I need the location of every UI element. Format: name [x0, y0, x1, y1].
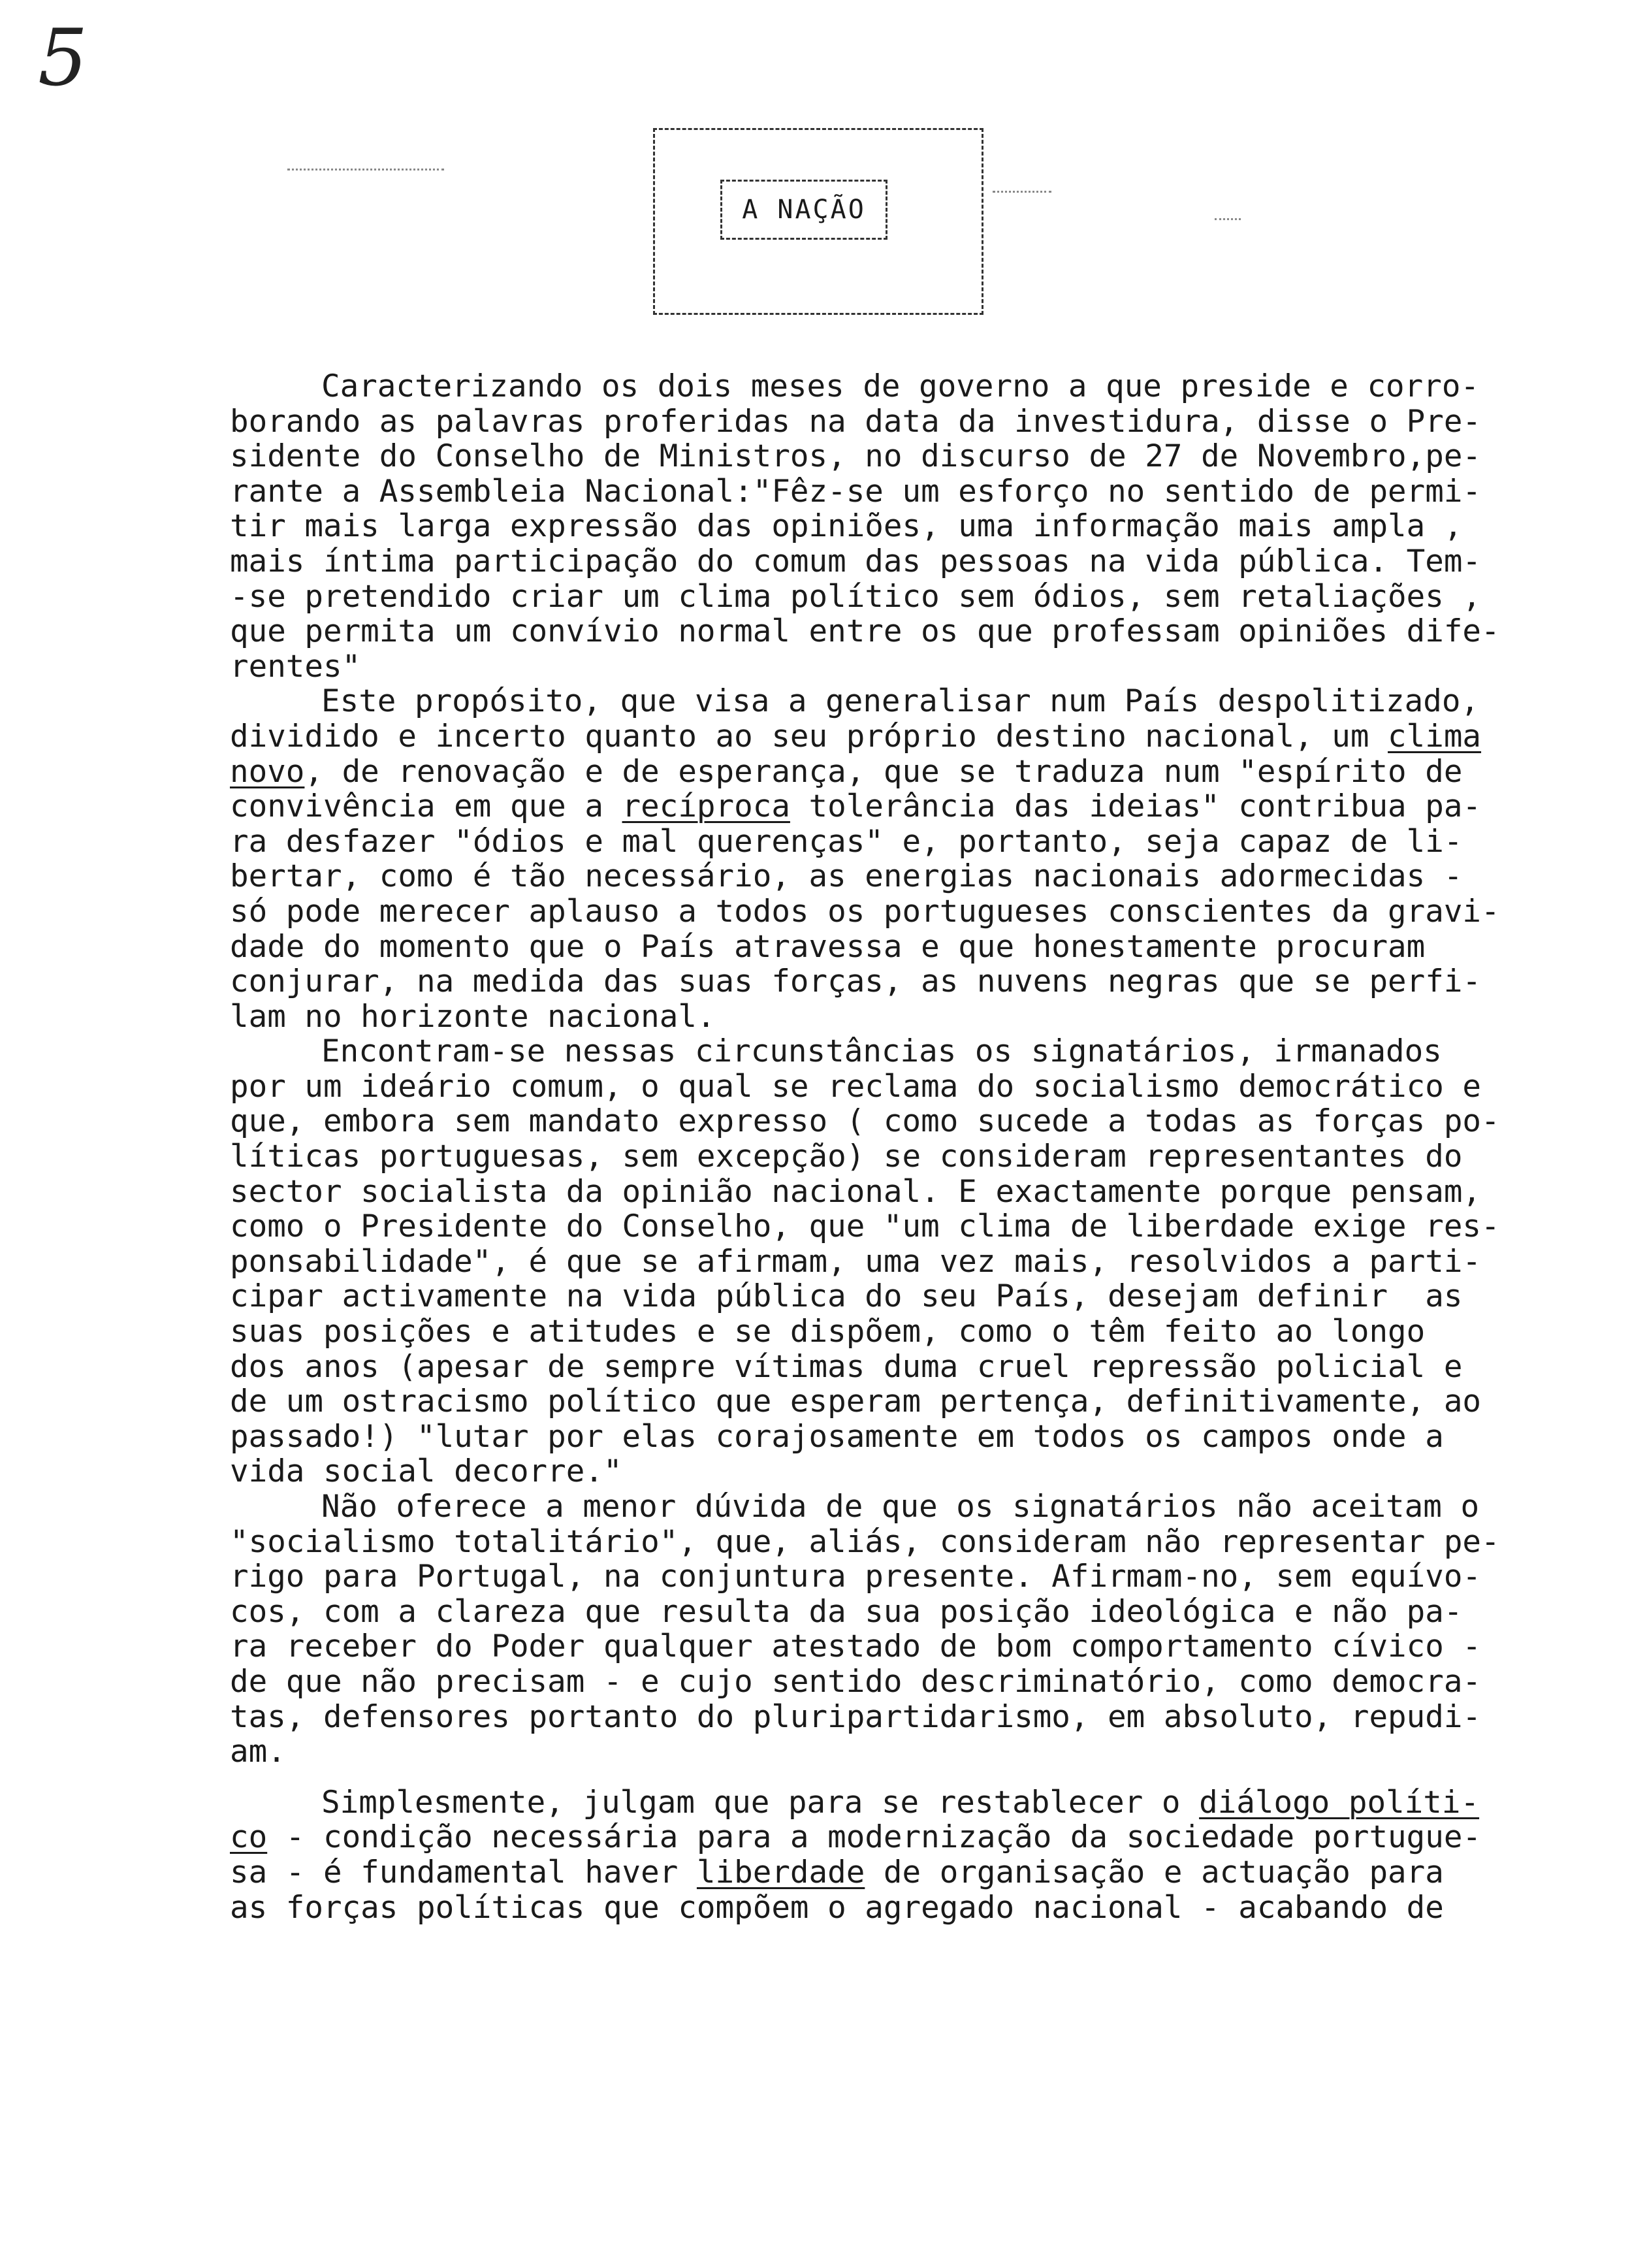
text-run: am. — [230, 1734, 286, 1770]
text-line — [230, 1700, 1523, 1735]
stray-mark — [993, 191, 1051, 195]
text-run: Caracterizando os dois meses de governo a que preside e corro- — [321, 368, 1480, 404]
text-line — [230, 999, 1523, 1035]
text-line — [230, 369, 1523, 404]
text-run: tas, defensores portanto do pluripartidarismo, em absoluto, repudi- — [230, 1698, 1482, 1735]
text-line — [230, 719, 1523, 754]
text-run: dos anos (apesar de sempre vítimas duma cruel repressão policial e — [230, 1348, 1463, 1385]
document-title: A NAÇÃO — [742, 195, 866, 225]
text-run: só pode merecer aplauso a todos os portugueses conscientes da gravi- — [230, 893, 1500, 930]
text-line — [230, 649, 1523, 685]
text-run: Este propósito, que visa a generalisar num País despolitizado, — [321, 683, 1480, 720]
text-run: convivência em que a — [230, 788, 622, 825]
text-run: bertar, como é tão necessário, as energias nacionais adormecidas - — [230, 858, 1463, 895]
stray-mark — [1215, 218, 1241, 222]
text-line — [230, 614, 1523, 649]
paragraph — [230, 684, 1523, 1034]
underlined-term: recíproca — [622, 788, 790, 825]
text-run: tir mais larga expressão das opiniões, uma informação mais ampla , — [230, 508, 1463, 545]
text-run: rante a Assembleia Nacional:"Fêz-se um esforço no sentido de permi- — [230, 473, 1482, 510]
text-run: rigo para Portugal, na conjuntura presente. Afirmam-no, sem equívo- — [230, 1559, 1482, 1595]
paragraph — [230, 1489, 1523, 1770]
text-line — [230, 964, 1523, 999]
text-line — [230, 1174, 1523, 1210]
text-run: Simplesmente, julgam que para se restablecer o — [321, 1784, 1200, 1821]
text-run: passado!) "lutar por elas corajosamente em todos os campos onde a — [230, 1418, 1444, 1455]
text-line — [230, 894, 1523, 930]
text-run: borando as palavras proferidas na data da investidura, disse o Pre- — [230, 403, 1482, 440]
text-run: de organisação e actuação para — [865, 1854, 1444, 1890]
text-line — [230, 1419, 1523, 1455]
text-run: Encontram-se nessas circunstâncias os signatários, irmanados — [321, 1033, 1442, 1070]
text-line — [230, 1384, 1523, 1419]
text-run: cos, com a clareza que resulta da sua posição ideológica e não pa- — [230, 1593, 1463, 1630]
text-run: dividido e incerto quanto ao seu próprio destino nacional, um — [230, 718, 1388, 754]
text-run: tolerância das ideias" contribua pa- — [790, 788, 1482, 825]
text-run: "socialismo totalitário", que, aliás, consideram não representar pe- — [230, 1523, 1500, 1560]
paragraph — [230, 369, 1523, 684]
text-line — [230, 1525, 1523, 1560]
title-box-inner — [720, 180, 887, 240]
text-run: Não oferece a menor dúvida de que os signatários não aceitam o — [321, 1489, 1480, 1525]
text-run: lam no horizonte nacional. — [230, 998, 716, 1035]
text-line — [230, 1855, 1523, 1890]
title-box-outer — [653, 128, 983, 315]
text-line — [230, 789, 1523, 824]
text-line — [230, 579, 1523, 615]
underlined-term: diálogo políti- — [1199, 1784, 1480, 1821]
text-line — [230, 509, 1523, 544]
text-line — [230, 404, 1523, 440]
text-run: sector socialista da opinião nacional. E exactamente porque pensam, — [230, 1173, 1482, 1210]
text-run: cipar activamente na vida pública do seu País, desejam definir as — [230, 1278, 1463, 1315]
stray-mark — [287, 169, 444, 172]
text-run: ra desfazer "ódios e mal querenças" e, portanto, seja capaz de li- — [230, 823, 1463, 860]
text-run: suas posições e atitudes e se dispõem, como o têm feito ao longo — [230, 1314, 1426, 1350]
underlined-term: clima — [1388, 718, 1482, 754]
text-run: vida social decorre." — [230, 1453, 622, 1490]
text-run: ponsabilidade", é que se afirmam, uma vez mais, resolvidos a parti- — [230, 1243, 1482, 1280]
text-run: que permita um convívio normal entre os que professam opiniões dife- — [230, 613, 1500, 650]
text-run: - condição necessária para a modernização da sociedade portugue- — [267, 1819, 1482, 1856]
text-line — [230, 1279, 1523, 1314]
page-folio-number: 5 — [38, 13, 88, 104]
text-run: por um ideário comum, o qual se reclama do socialismo democrático e — [230, 1068, 1482, 1105]
text-line — [230, 684, 1523, 719]
text-run: ra receber do Poder qualquer atestado de bom comportamento cívico - — [230, 1628, 1482, 1665]
text-line — [230, 1139, 1523, 1174]
text-run: rentes" — [230, 648, 361, 685]
text-line — [230, 1734, 1523, 1770]
text-run: , de renovação e de esperança, que se traduza num "espírito de — [304, 753, 1463, 790]
text-run: de um ostracismo político que esperam pertença, definitivamente, ao — [230, 1384, 1482, 1420]
text-line — [230, 824, 1523, 860]
text-line — [230, 1209, 1523, 1244]
text-run: mais íntima participação do comum das pessoas na vida pública. Tem- — [230, 543, 1482, 579]
text-run: sa - é fundamental haver — [230, 1854, 697, 1890]
paragraph — [230, 1034, 1523, 1489]
text-line — [230, 1489, 1523, 1525]
underlined-term: co — [230, 1819, 268, 1856]
text-run: sidente do Conselho de Ministros, no discurso de 27 de Novembro,pe- — [230, 438, 1482, 475]
text-line — [230, 1559, 1523, 1595]
text-run: como o Presidente do Conselho, que "um clima de liberdade exige res- — [230, 1208, 1500, 1245]
text-line — [230, 1890, 1523, 1926]
text-line — [230, 1350, 1523, 1385]
text-line — [230, 930, 1523, 965]
text-line — [230, 1595, 1523, 1630]
text-run: conjurar, na medida das suas forças, as nuvens negras que se perfi- — [230, 964, 1482, 1000]
text-line — [230, 1629, 1523, 1664]
text-line — [230, 1314, 1523, 1350]
text-run: as forças políticas que compõem o agregado nacional - acabando de — [230, 1889, 1444, 1926]
paragraph — [230, 1785, 1523, 1925]
text-line — [230, 1785, 1523, 1821]
underlined-term: novo — [230, 753, 305, 790]
text-line — [230, 1034, 1523, 1069]
text-run: que, embora sem mandato expresso ( como sucede a todas as forças po- — [230, 1103, 1500, 1140]
text-line — [230, 1104, 1523, 1139]
text-line — [230, 1069, 1523, 1105]
text-run: -se pretendido criar um clima político sem ódios, sem retaliações , — [230, 578, 1482, 615]
text-line — [230, 1244, 1523, 1280]
text-line — [230, 474, 1523, 510]
text-line — [230, 1820, 1523, 1855]
text-line — [230, 1454, 1523, 1489]
text-line — [230, 859, 1523, 894]
text-run: líticas portuguesas, sem excepção) se consideram representantes do — [230, 1139, 1463, 1175]
text-line — [230, 754, 1523, 790]
text-run: dade do momento que o País atravessa e que honestamente procuram — [230, 928, 1426, 965]
text-run: de que não precisam - e cujo sentido descriminatório, como democra- — [230, 1663, 1482, 1700]
text-line — [230, 1664, 1523, 1700]
text-line — [230, 544, 1523, 579]
text-line — [230, 439, 1523, 474]
document-body — [230, 369, 1523, 1925]
underlined-term: liberdade — [696, 1854, 865, 1890]
